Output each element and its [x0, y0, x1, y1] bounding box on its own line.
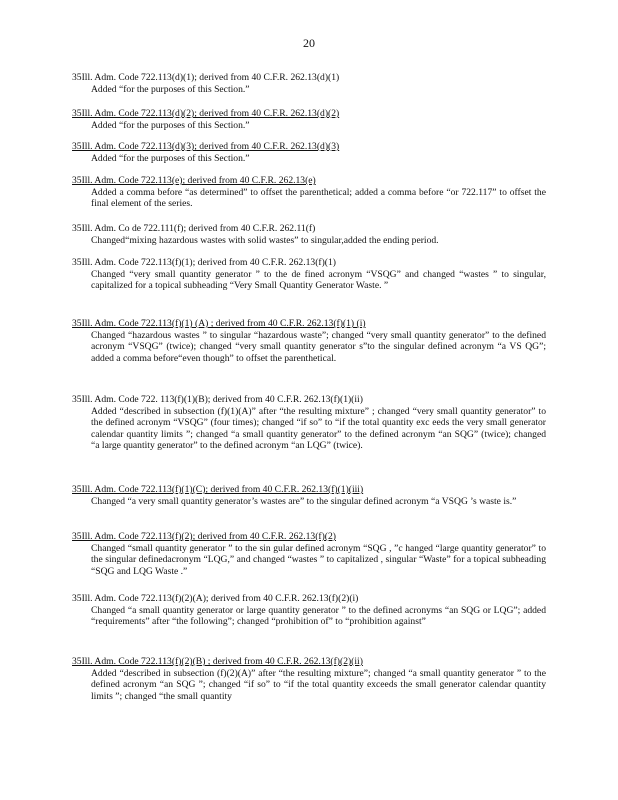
derivation-entry [72, 531, 546, 577]
citation-line: 35Ill. Adm. Code 722. 113(f)(1)(B); derived from 40 C.F.R. 262.13(f)(1)(ii) [72, 394, 363, 405]
change-note: Added “for the purposes of this Section.” [91, 83, 250, 95]
change-note: Added “for the purposes of this Section.” [91, 119, 250, 131]
derivation-entry [72, 72, 546, 95]
change-note: Changed “small quantity generator ” to the sin gular defined acronym “SQG , ”c hanged “large quantity generator” to the singular definedacronym “LQG,” and changed “wastes ” to capitalized , singular “Waste” for a topical subheading “SQG and LQG Waste .” [91, 542, 546, 577]
derivation-entry [72, 318, 546, 364]
citation-line: 35Ill. Adm. Code 722.113(f)(2); derived from 40 C.F.R. 262.13(f)(2) [72, 531, 336, 542]
derivation-entry [72, 141, 546, 164]
citation-line: 35Ill. Adm. Code 722.113(f)(1)(C); derived from 40 C.F.R. 262.13(f)(1)(iii) [72, 484, 364, 495]
change-note: Added “described in subsection (f)(1)(A)” after “the resulting mixture” ; changed “very small quantity generator” to the defined acronym “VSQG” (four times); changed “if so” to “if the total quantity exc eeds the very small generator calendar quantity limits ”; changed “a small quantity generator” to the defined acronym “an SQG” (twice); changed “a large quantity generator” to the defined acronym “an LQG” (twice). [91, 405, 546, 451]
change-note: Changed “a small quantity generator or large quantity generator ” to the defined acronyms “an SQG or LQG”; added “requirements” after “the following”; changed “prohibition of” to “prohibition against” [91, 604, 546, 627]
citation-line: 35Ill. Adm. Code 722.113(e); derived from 40 C.F.R. 262.13(e) [72, 175, 316, 186]
page-number: 20 [303, 36, 315, 50]
derivation-entry [72, 593, 546, 628]
citation-line: 35Ill. Adm. Code 722.113(f)(2)(A); derived from 40 C.F.R. 262.13(f)(2)(i) [72, 593, 359, 604]
citation-line: 35Ill. Adm. Co de 722.111(f); derived from 40 C.F.R. 262.11(f) [72, 223, 316, 234]
change-note: Added “described in subsection (f)(2)(A)” after “the resulting mixture”; changed “a small quantity generator ” to the defined acronym “an SQG ”; changed “if so” to “if the total quantity exceeds the small generator calendar quantity limits ”; changed “the small quantity [91, 667, 546, 702]
citation-line: 35Ill. Adm. Code 722.113(f)(1) (A) ; derived from 40 C.F.R. 262.13(f)(1) (i) [72, 318, 366, 329]
change-note: Added “for the purposes of this Section.” [91, 152, 250, 164]
change-note: Changed“mixing hazardous wastes with solid wastes” to singular,added the ending period. [91, 234, 439, 246]
change-note: Changed “very small quantity generator ” to the de fined acronym “VSQG” and changed “wastes ” to singular, capitalized for a topical subheading “Very Small Quantity Generator Waste. ” [91, 268, 546, 291]
derivation-entry [72, 257, 546, 292]
citation-line: 35Ill. Adm. Code 722.113(f)(1); derived from 40 C.F.R. 262.13(f)(1) [72, 257, 336, 268]
change-note: Changed “a very small quantity generator’s wastes are” to the singular defined acronym “a VSQG ’s waste is.” [91, 495, 517, 507]
citation-line: 35Ill. Adm. Code 722.113(f)(2)(B) ; derived from 40 C.F.R. 262.13(f)(2)(ii) [72, 656, 363, 667]
derivation-entry [72, 175, 546, 210]
derivation-entry [72, 656, 546, 702]
derivation-entry [72, 223, 546, 246]
change-note: Added a comma before “as determined” to offset the parenthetical; added a comma before “or 722.117” to offset the final element of the series. [91, 186, 546, 209]
citation-line: 35Ill. Adm. Code 722.113(d)(1); derived from 40 C.F.R. 262.13(d)(1) [72, 72, 340, 83]
citation-line: 35Ill. Adm. Code 722.113(d)(2); derived from 40 C.F.R. 262.13(d)(2) [72, 108, 340, 119]
derivation-entry [72, 394, 546, 452]
derivation-entry [72, 108, 546, 131]
change-note: Changed “hazardous wastes ” to singular “hazardous waste”; changed “very small quantity generator” to the defined acronym “VSQG” (twice); changed “very small quantity generator s”to the singular defined acronym “a VS QG”; added a comma before“even though” to offset the parenthetical. [91, 329, 546, 364]
citation-line: 35Ill. Adm. Code 722.113(d)(3); derived from 40 C.F.R. 262.13(d)(3) [72, 141, 340, 152]
derivation-entry [72, 484, 546, 507]
